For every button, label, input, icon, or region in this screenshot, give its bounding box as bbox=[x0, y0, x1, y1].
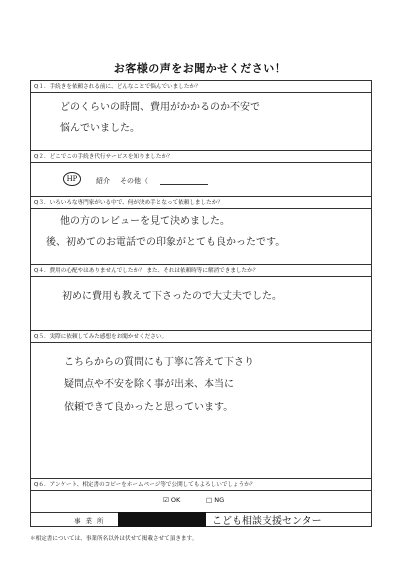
answer-5-line-3: 依頼できて良かったと思っています。 bbox=[64, 402, 234, 413]
question-3: Q３．いろいろな専門家がいる中で、何が決め手となって依頼しましたか？ bbox=[30, 196, 372, 209]
option-intro: 紹介 bbox=[96, 177, 110, 185]
answer-5-line-2: 疑問点や不安を除く事が出来、本当に bbox=[64, 379, 234, 390]
business-label: 事業所 bbox=[74, 517, 109, 525]
answer-3-line-2: 後、初めてのお電話での印象がとても良かったです。 bbox=[46, 237, 286, 248]
footnote: ＊相定書については、事業所名以外は伏せて掲載させて頂きます。 bbox=[30, 536, 198, 542]
answer-5-line-1: こちらからの質問にも丁寧に答えて下さり bbox=[64, 357, 254, 368]
question-2: Q２．どこでこの手続き代行サービスを知りましたか？ bbox=[30, 150, 372, 163]
option-hp-circled: HP bbox=[63, 172, 81, 186]
business-note: こども相談支援センター bbox=[212, 516, 322, 527]
redacted-business-name bbox=[118, 512, 206, 527]
question-6: Q６．アンケート、相定書のコピーをホームページ等で公開してもよろしいでしょうか？ bbox=[30, 478, 372, 491]
answer-1-line-1: どのくらいの時間、費用がかかるのか不安で bbox=[60, 102, 260, 113]
answer-4-line-1: 初めに費用も教えて下さったので大丈夫でした。 bbox=[62, 291, 282, 302]
question-4: Q４．費用の心配やはありませんでしたか？ また、それは依頼時等に解消できましたか？ bbox=[30, 264, 372, 277]
question-1: Q１．手続きを依頼される前に、どんなことで悩んでいましたか？ bbox=[30, 80, 372, 93]
answer-3-line-1: 他の方のレビューを見て決めました。 bbox=[60, 216, 230, 227]
consent-ng: □ NG bbox=[206, 496, 225, 504]
survey-form bbox=[30, 80, 372, 527]
option-other: その他（ bbox=[120, 177, 148, 185]
question-5: Q５．実際に依頼してみた感想をお聞かせください。 bbox=[30, 330, 372, 343]
consent-ok-checked: ☑ OK bbox=[163, 496, 181, 504]
option-other-blank bbox=[160, 184, 208, 185]
answer-1-line-2: 悩んでいました。 bbox=[60, 123, 140, 134]
page-title: お客様の声をお聞かせください！ bbox=[113, 62, 287, 75]
